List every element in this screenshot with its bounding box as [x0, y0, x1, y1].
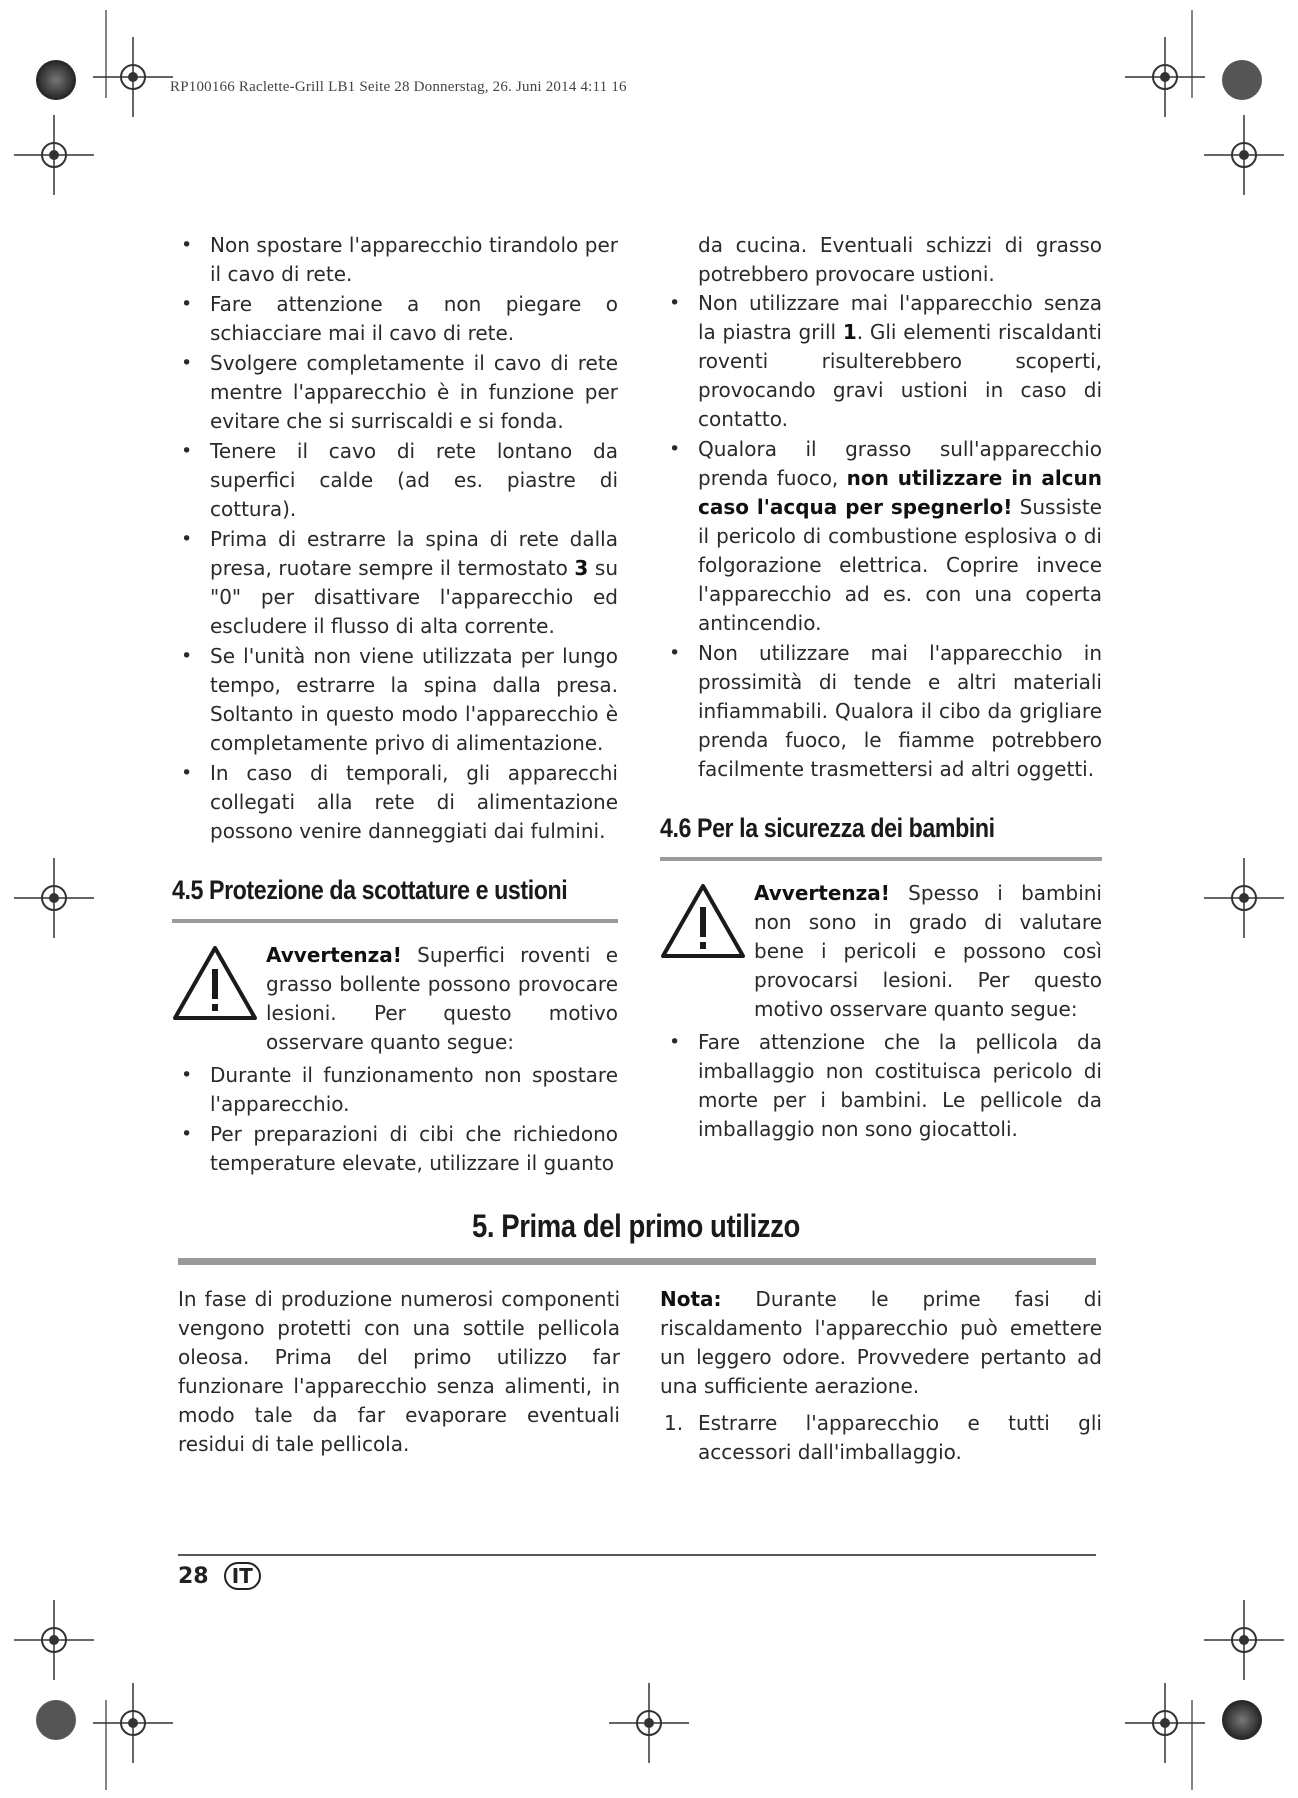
- right-column: [660, 231, 1102, 1145]
- warning-triangle-icon: [172, 945, 258, 1021]
- chapter-left-text: In fase di produzione numerosi componenti vengono protetti con una sottile pellicola oleosa. Prima del primo utilizzo far funzionare l'apparecchio senza alimenti, in modo tale da far evaporare eventuali residui di tale pellicola.: [178, 1287, 620, 1456]
- color-target-icon: [36, 1700, 76, 1740]
- color-target-icon: [1222, 1700, 1262, 1740]
- crosshair-icon: [93, 37, 173, 117]
- color-target-icon: [36, 60, 76, 100]
- crosshair-icon: [14, 115, 94, 195]
- warning-label: Avvertenza!: [266, 943, 402, 967]
- chapter-rule: [178, 1258, 1096, 1265]
- crosshair-icon: [1204, 858, 1284, 938]
- warning-triangle-icon: [660, 883, 746, 959]
- list-item: • Non utilizzare mai l'apparecchio in prossimità di tende e altri materiali infiammabili. Qualora il cibo da grigliare prenda fuoco, le fiamme potrebbero facilmente trasmettersi ad altri oggetti.: [660, 639, 1102, 784]
- numbered-step: [660, 1409, 1102, 1467]
- chapter-heading: 5. Prima del primo utilizzo: [472, 1208, 800, 1244]
- warning-box: Avvertenza! Spesso i bambini non sono in grado di valutare bene i pericoli e possono così provocarsi lesioni. Per questo motivo osservare quanto segue:: [660, 879, 1102, 1024]
- footer-rule: [178, 1554, 1096, 1556]
- crosshair-icon: [14, 1600, 94, 1680]
- list-item: • Tenere il cavo di rete lontano da superfici calde (ad es. piastre di cottura).: [172, 437, 618, 524]
- list-item: • Se l'unità non viene utilizzata per lungo tempo, estrarre la spina dalla presa. Soltanto in questo modo l'apparecchio è completamente privo di alimentazione.: [172, 642, 618, 758]
- crosshair-icon: [1204, 1600, 1284, 1680]
- list-item: • Non spostare l'apparecchio tirandolo per il cavo di rete.: [172, 231, 618, 289]
- note-label: Nota:: [660, 1287, 722, 1311]
- section-heading: 4.6 Per la sicurezza dei bambini: [660, 813, 995, 843]
- continuation-text: da cucina. Eventuali schizzi di grasso potrebbero provocare ustioni.: [698, 233, 1102, 286]
- note-paragraph: Nota: Durante le prime fasi di riscaldamento l'apparecchio può emettere un leggero odore. Provvedere pertanto ad una sufficiente aerazione.: [660, 1287, 1102, 1398]
- crosshair-icon: [93, 1683, 173, 1763]
- step-text: Estrarre l'apparecchio e tutti gli accessori dall'imballaggio.: [698, 1411, 1102, 1464]
- bullet-list-burns: [172, 1061, 618, 1178]
- bullet-list-fire: [660, 289, 1102, 784]
- list-item: • In caso di temporali, gli apparecchi collegati alla rete di alimentazione possono venire danneggiati dai fulmini.: [172, 759, 618, 846]
- crosshair-icon: [1125, 1683, 1205, 1763]
- crosshair-icon: [1125, 37, 1205, 117]
- list-item: • Per preparazioni di cibi che richiedono temperature elevate, utilizzare il guanto: [172, 1120, 618, 1178]
- bullet-list-cable: [172, 231, 618, 846]
- section-rule: [172, 919, 618, 923]
- language-badge: IT: [224, 1562, 261, 1590]
- list-item: • Prima di estrarre la spina di rete dalla presa, ruotare sempre il termostato 3 su "0" per disattivare l'apparecchio ed escludere il flusso di alta corrente.: [172, 525, 618, 641]
- list-item: • Durante il funzionamento non spostare l'apparecchio.: [172, 1061, 618, 1119]
- list-item: • Fare attenzione che la pellicola da imballaggio non costituisca pericolo di morte per i bambini. Le pellicole da imballaggio non sono giocattoli.: [660, 1028, 1102, 1144]
- step-number: 1.: [664, 1411, 684, 1435]
- crosshair-icon: [1204, 115, 1284, 195]
- warning-box: Avvertenza! Superfici roventi e grasso bollente possono provocare lesioni. Per questo motivo osservare quanto segue:: [172, 941, 618, 1057]
- crosshair-icon: [14, 858, 94, 938]
- list-item: • Qualora il grasso sull'apparecchio prenda fuoco, non utilizzare in alcun caso l'acqua per spegnerlo! Sussiste il pericolo di combustione esplosiva o di folgorazione elettrica. Coprire invece l'apparecchio ad es. con una coperta antincendio.: [660, 435, 1102, 638]
- section-rule: [660, 857, 1102, 861]
- list-item: • Non utilizzare mai l'apparecchio senza la piastra grill 1. Gli elementi riscaldanti roventi risulterebbero scoperti, provocando gravi ustioni in caso di contatto.: [660, 289, 1102, 434]
- warning-label: Avvertenza!: [754, 881, 890, 905]
- page-footer: [178, 1562, 261, 1590]
- chapter-right-column: [660, 1285, 1102, 1467]
- section-heading: 4.5 Protezione da scottature e ustioni: [172, 875, 568, 905]
- print-slug: RP100166 Raclette-Grill LB1 Seite 28 Donnerstag, 26. Juni 2014 4:11 16: [170, 79, 627, 95]
- left-column: [172, 231, 618, 1179]
- list-item: • Fare attenzione a non piegare o schiacciare mai il cavo di rete.: [172, 290, 618, 348]
- list-item: • Svolgere completamente il cavo di rete mentre l'apparecchio è in funzione per evitare che si surriscaldi e si fonda.: [172, 349, 618, 436]
- bullet-list-children: [660, 1028, 1102, 1144]
- page-number: 28: [178, 1564, 209, 1589]
- color-target-icon: [1222, 60, 1262, 100]
- crosshair-icon: [609, 1683, 689, 1763]
